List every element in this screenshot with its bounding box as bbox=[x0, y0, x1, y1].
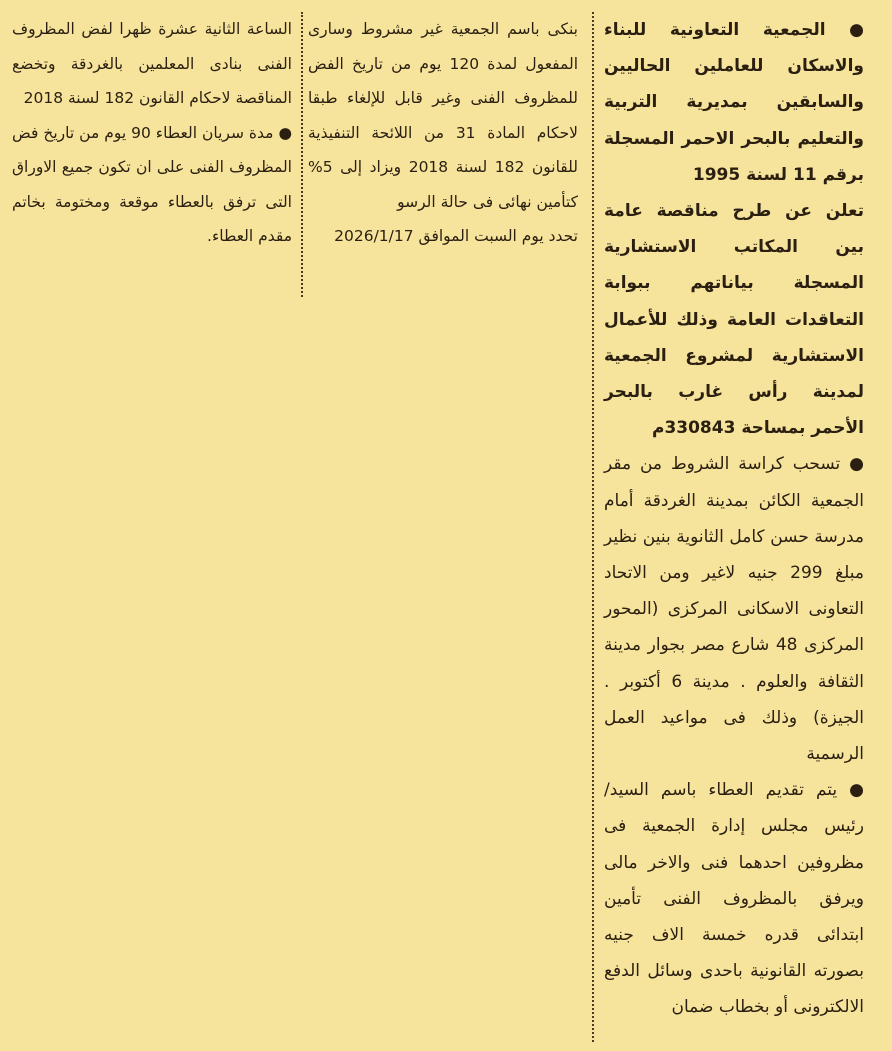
paragraph-bank-guarantee: بنكى باسم الجمعية غير مشروط وسارى المفعول لمدة 120 يوم من تاريخ الفض للمظروف الفنى وغير قابل للإلغاء طبقا لاحكام المادة 31 من اللائحة التنفيذية للقانون 182 لسنة 2018 ويزاد إلى 5% كتأمين نهائى فى حالة الرسو bbox=[308, 20, 579, 211]
column-middle bbox=[308, 12, 578, 254]
paragraph-conditions-booklet: ● تسحب كراسة الشروط من مقر الجمعية الكائن بمدينة الغردقة أمام مدرسة حسن كامل الثانوية بنين نظير مبلغ 299 جنيه لاغير ومن الاتحاد التعاونى الاسكانى المركزى (المحور المركزى 48 شارع مصر بجوار مدينة الثقافة والعلوم . مدينة 6 أكتوبر . الجيزة) وذلك فى مواعيد العمل الرسمية bbox=[604, 454, 864, 765]
paragraph-association-name: ● الجمعية التعاونية للبناء والاسكان للعاملين الحاليين والسابقين بمديرية التربية والتعليم بالبحر الاحمر المسجلة برقم 11 لسنة 1995 bbox=[604, 20, 864, 185]
paragraph-bid-validity: ● مدة سريان العطاء 90 يوم من تاريخ فض المظروف الفنى على ان تكون جميع الاوراق التى ترفق بالعطاء موقعة ومختومة بخاتم مقدم العطاء. bbox=[12, 123, 293, 245]
column-divider-left bbox=[301, 12, 303, 297]
paragraph-tender-announcement: تعلن عن طرح مناقصة عامة بين المكاتب الاستشارية المسجلة بياناتهم ببوابة التعاقدات العامة وذلك للأعمال الاستشارية لمشروع الجمعية لمدينة رأس غارب بالبحر الأحمر بمساحة 330843م bbox=[604, 201, 864, 439]
column-left bbox=[12, 12, 292, 254]
paragraph-opening-time: الساعة الثانية عشرة ظهرا لفض المظروف الفنى بنادى المعلمين بالغردقة وتخضع المناقصة لاحكام القانون 182 لسنة 2018 bbox=[12, 20, 292, 107]
column-right bbox=[604, 12, 864, 1026]
paragraph-opening-date: تحدد يوم السبت الموافق 2026/1/17 bbox=[334, 227, 578, 245]
paragraph-bid-submission: ● يتم تقديم العطاء باسم السيد/ رئيس مجلس إدارة الجمعية فى مظروفين احدهما فنى والاخر مالى ويرفق بالمظروف الفنى تأمين ابتدائى قدره خمسة الاف جنيه بصورته القانونية باحدى وسائل الدفع الالكترونى أو بخطاب ضمان bbox=[604, 780, 864, 1018]
column-divider-right bbox=[592, 12, 594, 1042]
